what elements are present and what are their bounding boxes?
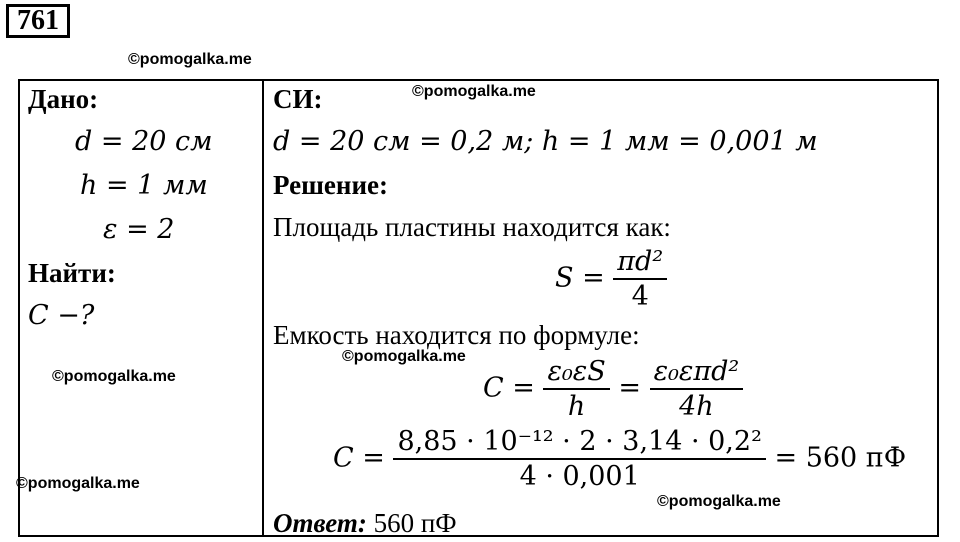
formula-capacitance-fraction-2 bbox=[650, 358, 744, 420]
find-heading: Найти: bbox=[28, 258, 116, 288]
formula-capacitance-numerator-1: ε₀εS bbox=[543, 358, 609, 390]
watermark: ©pomogalka.me bbox=[16, 475, 140, 492]
solution-text-area: Площадь пластины находится как: bbox=[273, 212, 671, 242]
watermark: ©pomogalka.me bbox=[52, 368, 176, 385]
problem-number: 761 bbox=[6, 4, 70, 38]
formula-calculation-result: = 560 пФ bbox=[774, 442, 907, 474]
formula-area-fraction bbox=[613, 248, 667, 310]
si-line: d = 20 см = 0,2 м; h = 1 мм = 0,001 м bbox=[273, 126, 818, 157]
formula-area bbox=[555, 248, 667, 310]
answer-value: 560 пФ bbox=[373, 508, 457, 538]
formula-calculation-numerator: 8,85 · 10⁻¹² · 2 · 3,14 · 0,2² bbox=[393, 428, 765, 460]
given-heading: Дано: bbox=[28, 84, 99, 114]
formula-capacitance-lhs: C = bbox=[483, 372, 535, 404]
formula-capacitance-denominator-1: h bbox=[567, 391, 586, 422]
formula-calculation-denominator: 4 · 0,001 bbox=[519, 461, 640, 492]
given-line-h: h = 1 мм bbox=[80, 170, 208, 201]
table-divider bbox=[262, 79, 264, 537]
find-line: C −? bbox=[28, 300, 95, 331]
formula-calculation-fraction bbox=[393, 428, 765, 490]
si-heading: СИ: bbox=[273, 84, 323, 114]
watermark: ©pomogalka.me bbox=[342, 348, 466, 365]
solution-heading: Решение: bbox=[273, 170, 388, 200]
formula-area-lhs: S = bbox=[555, 262, 605, 294]
formula-area-numerator: πd² bbox=[613, 248, 667, 280]
watermark: ©pomogalka.me bbox=[657, 493, 781, 510]
answer bbox=[273, 510, 457, 537]
given-line-d: d = 20 см bbox=[75, 126, 213, 157]
formula-area-denominator: 4 bbox=[631, 281, 649, 312]
formula-capacitance-fraction-1 bbox=[543, 358, 609, 420]
solution-text-capacitance: Емкость находится по формуле: bbox=[273, 320, 640, 350]
formula-calculation bbox=[333, 428, 906, 490]
formula-capacitance-numerator-2: ε₀επd² bbox=[650, 358, 744, 390]
answer-label: Ответ: bbox=[273, 508, 367, 538]
watermark: ©pomogalka.me bbox=[128, 51, 252, 68]
formula-capacitance-equals: = bbox=[618, 372, 641, 404]
formula-capacitance bbox=[483, 358, 743, 420]
formula-capacitance-denominator-2: 4h bbox=[679, 391, 714, 422]
formula-calculation-lhs: C = bbox=[333, 442, 385, 474]
watermark: ©pomogalka.me bbox=[412, 83, 536, 100]
given-line-eps: ε = 2 bbox=[103, 214, 175, 245]
